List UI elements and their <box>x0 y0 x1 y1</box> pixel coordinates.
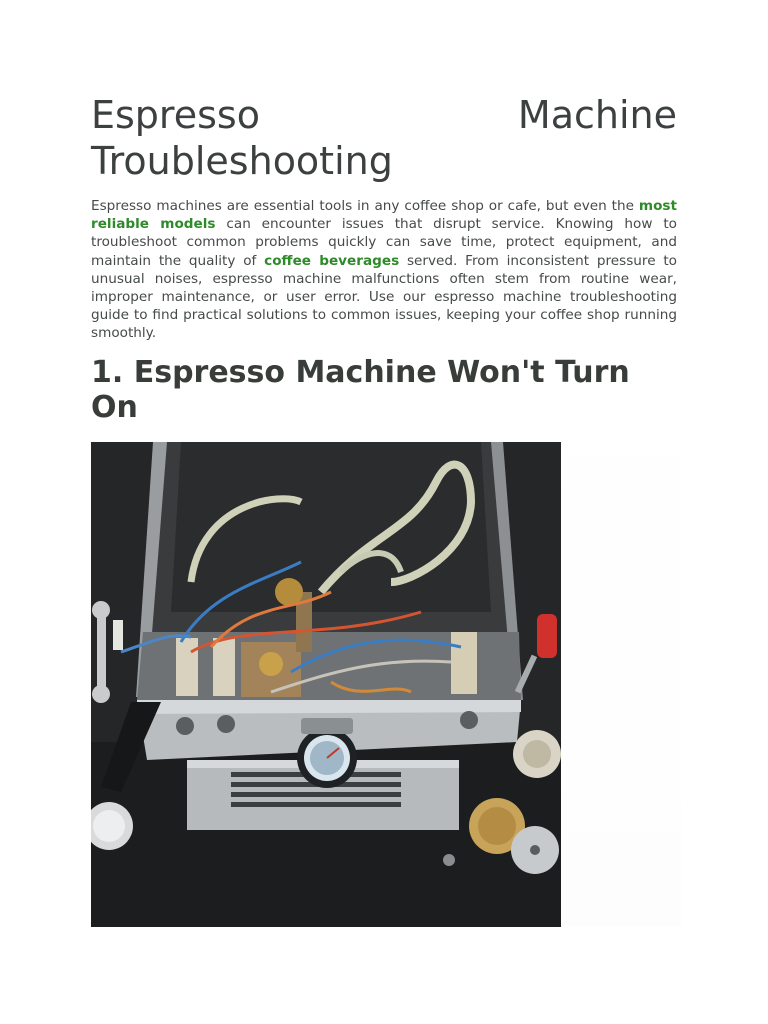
title-line-1 <box>91 92 677 138</box>
article <box>91 92 677 927</box>
title-word-troubleshooting: Troubleshooting <box>91 139 393 183</box>
intro-text-1: Espresso machines are essential tools in any coffee shop or cafe, but even the <box>91 198 639 214</box>
section-machine-wont-turn-on <box>91 353 681 927</box>
coffee-beverages-link[interactable]: coffee beverages <box>264 252 400 269</box>
intro-text-3: served. From inconsistent pressure to unusual noises, espresso machine malfunctions often stem from routine wear, improper maintenance, or user error. Use our espresso machine troubleshooting guide to find practical solutions to common issues, keeping your coffee shop running smoothly. <box>91 252 678 342</box>
intro-paragraph <box>91 197 677 343</box>
espresso-machine-photo <box>91 442 561 927</box>
section-heading: 1. Espresso Machine Won't Turn On <box>91 354 630 425</box>
title-word-espresso: Espresso <box>91 93 260 137</box>
intro-text-2: can encounter issues that disrupt service. Knowing how to troubleshoot common problems quickly can save time, protect equipment, and maintain the quality of <box>91 216 677 269</box>
page-title <box>91 92 677 184</box>
title-word-machine: Machine <box>517 93 677 137</box>
most-reliable-models-link[interactable]: most reliable models <box>91 198 677 233</box>
